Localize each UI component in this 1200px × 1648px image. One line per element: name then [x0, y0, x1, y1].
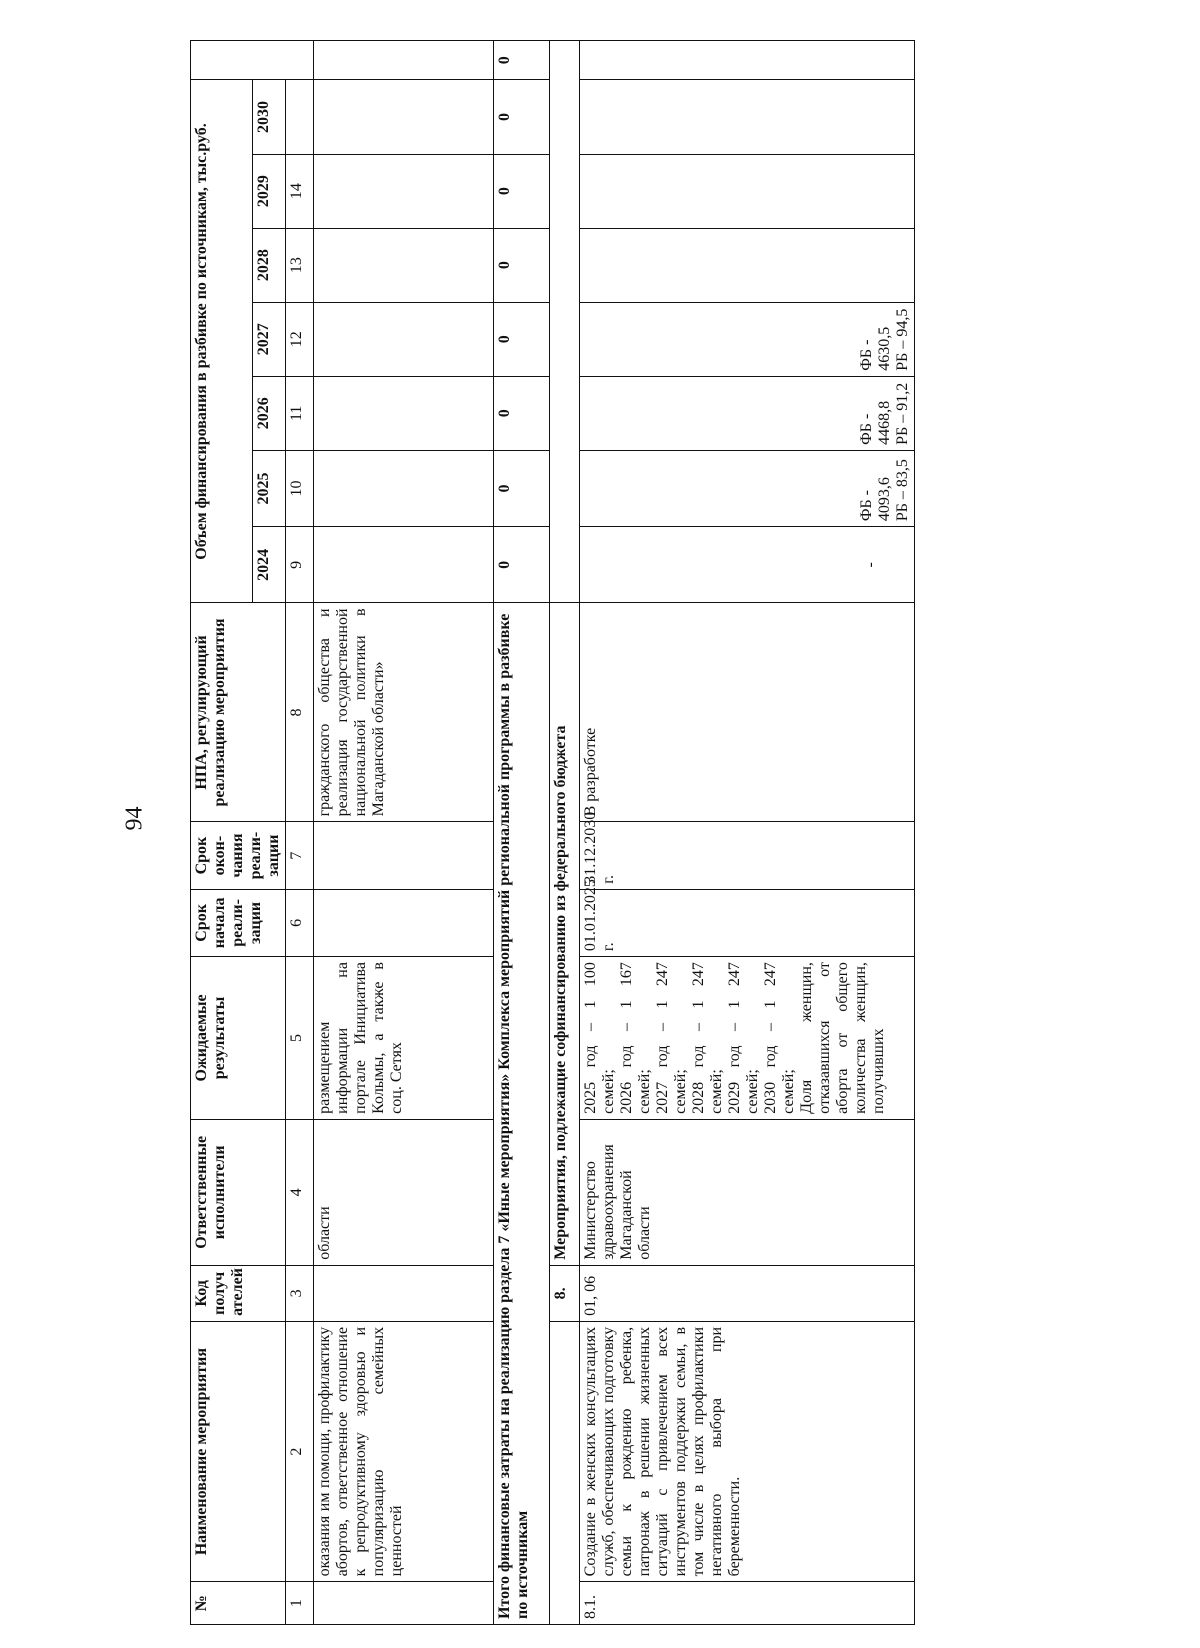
- column-number: 4: [286, 1119, 314, 1265]
- total-value: 0: [494, 154, 550, 228]
- section-number: 8.: [550, 1265, 580, 1321]
- funding-2025: [580, 450, 915, 526]
- npa-status: В разработке: [580, 603, 915, 822]
- blank-margin-cell: [191, 41, 314, 80]
- column-number: 9: [286, 527, 314, 603]
- header-row: [191, 41, 253, 1625]
- activity-row-8-1: [580, 41, 915, 1625]
- rotated-table-wrapper: [190, 40, 1118, 1625]
- funding-2024: [580, 527, 915, 603]
- result-line: 2029 год – 1 247 семей;: [726, 962, 761, 1114]
- header-year: 2025: [252, 450, 285, 526]
- column-number: 3: [286, 1265, 314, 1321]
- result-line: 2028 год – 1 247 семей;: [690, 962, 725, 1114]
- continuation-row: [314, 41, 494, 1625]
- total-trailing-zero: 0: [494, 41, 550, 80]
- start-date: 01.01.2025 г.: [580, 889, 915, 956]
- column-number: 7: [286, 822, 314, 889]
- activity-name: Создание в женских консультациях служб, обеспечивающих подготовку семьи к рождению ребенка, патронаж в решении жизненных ситуаций с привлечением всех инструментов поддержки семьи, в том числе в целях профилактики негативного выбора при беременности.: [580, 1321, 915, 1581]
- column-number: 12: [286, 302, 314, 376]
- column-number: 10: [286, 450, 314, 526]
- header-name: Наименование мероприятия: [191, 1321, 286, 1581]
- column-number: 2: [286, 1321, 314, 1581]
- column-number-row: [286, 41, 314, 1625]
- header-funding: Объем финансирования в разбивке по источникам, тыс.руб.: [191, 80, 253, 603]
- funding-fb-2025: ФБ - 4093,6: [858, 477, 893, 522]
- column-number: 6: [286, 889, 314, 956]
- result-line: 2025 год – 1 100 семей;: [582, 962, 617, 1114]
- section-heading-row: [550, 41, 580, 1625]
- program-table: [190, 40, 915, 1625]
- header-executors: Ответственные исполнители: [191, 1119, 286, 1265]
- header-no: №: [191, 1582, 286, 1625]
- total-value: 0: [494, 527, 550, 603]
- funding-rb-2026: РБ – 91,2: [894, 382, 911, 445]
- column-number: 11: [286, 376, 314, 450]
- total-value: 0: [494, 80, 550, 154]
- continuation-results: размещением информации на портале Инициатива Колымы, а также в соц. Сетях: [314, 957, 494, 1120]
- end-date: 31.12.2030 г.: [580, 822, 915, 889]
- recipient-code: 01, 06: [580, 1265, 915, 1321]
- responsible-executors: Министерство здравоохранения Магаданской области: [580, 1119, 915, 1265]
- continuation-npa: гражданского общества и реализация государственной национальной политики в Магаданской области»: [314, 603, 494, 822]
- column-number: 1: [286, 1582, 314, 1625]
- header-year: 2024: [252, 527, 285, 603]
- header-year: 2030: [252, 80, 285, 154]
- header-npa: НПА, регулирующий реализацию мероприятия: [191, 603, 286, 822]
- column-number: 13: [286, 228, 314, 302]
- section-title: Мероприятия, подлежащие софинансированию из федерального бюджета: [550, 603, 580, 1265]
- continuation-name: оказания им помощи, профилактику абортов, ответственное отношение к репродуктивному здоровью и популяризацию семейных ценностей: [314, 1321, 494, 1581]
- funding-fb-2027: ФБ - 4630,5: [858, 326, 893, 371]
- funding-rb-2025: РБ – 83,5: [894, 459, 911, 522]
- funding-dash: -: [862, 562, 879, 568]
- column-number: 14: [286, 154, 314, 228]
- header-end: Срок окон- чания реали- зации: [191, 822, 286, 889]
- total-row: [494, 41, 550, 1625]
- total-label: Итого финансовые затраты на реализацию раздела 7 «Иные мероприятия» Комплекса мероприятий региональной программы в разбивке по источникам: [494, 603, 550, 1625]
- header-year: 2027: [252, 302, 285, 376]
- result-line: 2030 год – 1 247 семей;: [762, 962, 797, 1114]
- total-value: 0: [494, 302, 550, 376]
- header-results: Ожидаемые результаты: [191, 957, 286, 1120]
- expected-results: [580, 957, 915, 1120]
- total-value: 0: [494, 228, 550, 302]
- header-code: Код получ ателей: [191, 1265, 286, 1321]
- page-number: 94: [121, 806, 148, 831]
- header-year: 2028: [252, 228, 285, 302]
- result-share-text: Доля женщин, отказавшихся от аборта от общего количества женщин, получивших: [798, 962, 887, 1114]
- header-year: 2029: [252, 154, 285, 228]
- result-line: 2027 год – 1 247 семей;: [654, 962, 689, 1114]
- total-value: 0: [494, 450, 550, 526]
- funding-2026: [580, 376, 915, 450]
- result-line: 2026 год – 1 167 семей;: [618, 962, 653, 1114]
- funding-fb-2026: ФБ - 4468,8: [858, 400, 893, 445]
- column-number: 8: [286, 603, 314, 822]
- funding-2027: [580, 302, 915, 376]
- header-year: 2026: [252, 376, 285, 450]
- header-start: Срок начала реали- зации: [191, 889, 286, 956]
- column-number: 5: [286, 957, 314, 1120]
- total-value: 0: [494, 376, 550, 450]
- row-number: 8.1.: [580, 1582, 915, 1625]
- funding-rb-2027: РБ – 94,5: [894, 308, 911, 371]
- continuation-executors: области: [314, 1119, 494, 1265]
